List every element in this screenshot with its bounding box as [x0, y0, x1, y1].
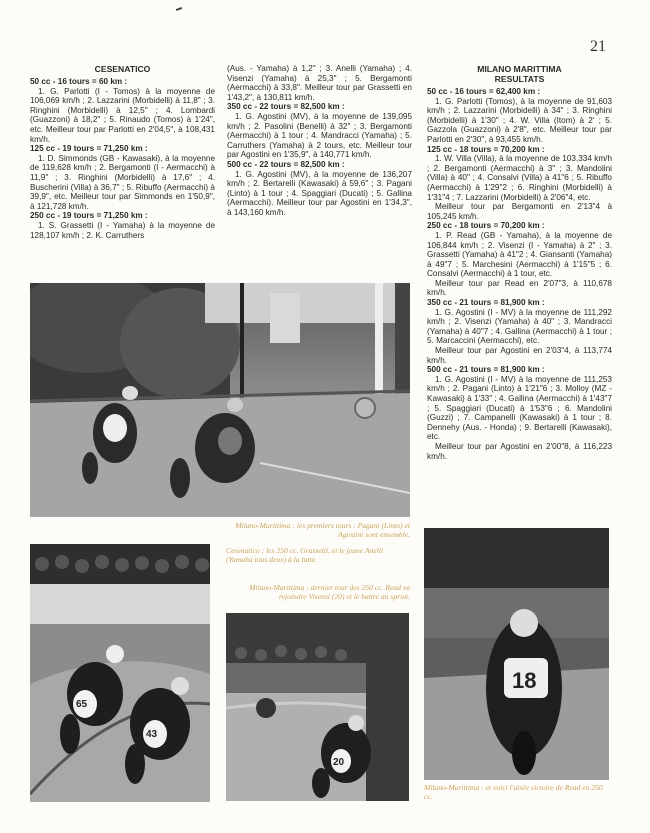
- results-text: (Aus. - Yamaha) à 1,2" ; 3. Anelli (Yamaha) ; 4. Visenzi (Yamaha) à 25,3" ; 5. Bergamonti (Aermacchi) à 33,8". Meilleur tour par Grassetti en 1'43,2", à 130,811 km/h.: [227, 64, 412, 102]
- column-cesenatico-left: [30, 64, 215, 240]
- results-text: 1. G. Parlotti (Tomos), à la moyenne de 91,603 km/h ; 2. Lazzarini (Morbidelli) à 34" ; 3. Ringhini (Morbidelli) à 1'30" ; 4. W. Villa (Itom) à 2' ; 5. Gazzola (Guazzoni) à 2'8", etc. Meilleur tour par Parlotti en 2'30", à 93,455 km/h.: [427, 96, 612, 144]
- print-mark: [176, 7, 182, 11]
- results-text: 1. G. Agostini (I - MV) à la moyenne de 111,253 km/h ; 2. Pagani (Linto) à 1'21"6 ; 3. Molloy (MZ - Kawasaki) à 1'33" ; 4. Gallina (Aermacchi) à 1'43"7 ; 5. Spaggiari (Ducati) à 1'53"6 ; 6. Mandolini (Guzzi) ; 7. Campanelli (Kawasaki) à 1 tour ; 8. Dennehy (Aus. - Honda) ; 9. Bertarelli (Kawasaki), etc.: [427, 374, 612, 442]
- results-text: 1. G. Agostini (MV), à la moyenne de 139,095 km/h ; 2. Pasolini (Benelli) à 32" ; 3. Bergamonti (Aermacchi) à 1 tour ; 4. Mandracci (Yamaha) ; 5. Carruthers (Yamaha) à 2 tours, etc. Meilleur tour par Agostini en 1'35,9", à 140,771 km/h.: [227, 111, 412, 160]
- class-heading: 250 cc - 18 tours = 70,200 km :: [427, 221, 545, 231]
- class-heading: 125 cc - 18 tours = 70,200 km :: [427, 144, 545, 154]
- class-heading: 500 cc - 21 tours = 81,900 km :: [427, 365, 545, 375]
- class-heading: 350 cc - 21 tours = 81,900 km :: [427, 298, 545, 308]
- results-text: 1. D. Simmonds (GB - Kawasaki), à la moyenne de 119,628 km/h ; 2. Bergamonti (I - Aermacchi) à 11,9" ; 3. Ringhini (Morbidelli) à 17,6" ; 4. Buscherini (Villa) à 36,7" ; 5. Ribuffo (Aermacchi) à 39,9", etc. Meilleur tour par Simmonds en 1'50,9", à 121,728 km/h.: [30, 153, 215, 211]
- section-subheading-resultats: RESULTATS: [494, 74, 545, 84]
- race-number: 20: [333, 757, 345, 768]
- class-heading: 50 cc - 16 tours = 62,400 km :: [427, 87, 541, 96]
- best-lap-text: Meilleur tour par Bergamonti en 2'13"4 à 105,245 km/h.: [427, 202, 612, 221]
- race-number: 18: [512, 668, 537, 693]
- caption-read-victory: Milano-Marittima : et voici l'aisée victoire de Read en 250 cc.: [424, 783, 603, 801]
- results-text: 1. W. Villa (Villa), à la moyenne de 103,334 km/h ; 2. Bergamonti (Aermacchi) à 3" ; 3. Mandolini (Villa) à 40" ; 4. Consalvi (Villa) à 41"6 ; 5. Ribuffo (Aermacchi) à 1'29"2 ; 6. Ringhini (Morbidelli) à 1'31"4 ; 7. Lazzarini (Morbidelli) à 2'06"4, etc.: [427, 154, 612, 202]
- class-heading: 250 cc - 19 tours = 71,250 km :: [30, 211, 148, 221]
- class-heading: 50 cc - 16 tours = 60 km :: [30, 77, 128, 86]
- photo-milano-250cc-last-lap: [226, 613, 409, 801]
- caption-pagani-agostini: Milano-Marittima : les premiers tours : Pagani (Linto) et Agostini sont ensemble.: [235, 521, 410, 539]
- results-text: 1. G. Parlotti (I - Tomos) à la moyenne de 106,069 km/h ; 2. Lazzarini (Morbidelli) à 11,8" ; 3. Ringhini (Morbidelli) à 12,5" ; 4. Lombardi (Guazzoni) à 18,2" ; 5. Rinaudo (Tomos) à 1'24", etc. Meilleur tour par Parlotti en 2'04,5", à 108,431 km/h.: [30, 86, 215, 144]
- column-cesenatico-right: [227, 64, 412, 218]
- class-heading: 125 cc - 19 tours = 71,250 km :: [30, 144, 148, 154]
- best-lap-text: Meilleur tour par Read en 2'07"3, à 110,678 km/h.: [427, 278, 612, 298]
- results-text: 1. P. Read (GB - Yamaha), à la moyenne de 106,844 km/h ; 2. Visenzi (I - Yamaha) à 2" ; 3. Grassetti (Yamaha) à 41"2 ; 4. Giansanti (Yamaha) à 49"7 ; 5. Marchesini (Aermacchi) à 1'15"5 ; 6. Consalvi (Aermacchi) à 1 tour, etc.: [427, 230, 612, 279]
- best-lap-text: Meilleur tour par Agostini en 2'00"8, à 116,223 km/h.: [427, 441, 612, 461]
- results-text: 1. G. Agostini (MV), à la moyenne de 136,207 km/h ; 2. Bertarelli (Kawasaki) à 59,6" ; 3. Pagani (Linto) à 1 tour ; 4. Spaggiari (Ducati) ; 5. Gallina (Aermacchi). Meilleur tour par Agostini en 1'34,3", à 143,160 km/h.: [227, 169, 412, 217]
- race-number: 43: [146, 729, 158, 740]
- results-text: 1. G. Agostini (I - MV) à la moyenne de 111,292 km/h ; 2. Visenzi (Yamaha) à 40" ; 3. Mandracci (Yamaha) à 40"7 ; 4. Gallina (Aermacchi) à 1 tour ; 5. Marcaccini (Aermacchi), etc.: [427, 307, 612, 346]
- caption-read-visenzi: Milano-Marittima : dernier tour des 250 cc. Read va rejoindre Visenzi (20) et le battre au sprint.: [249, 583, 410, 601]
- photo-cesenatico-250cc: [30, 544, 210, 802]
- race-number: 65: [76, 699, 88, 710]
- section-heading-milano-marittima: MILANO MARITTIMA: [477, 64, 562, 74]
- photo-street-race-pagani-agostini: [30, 283, 410, 517]
- class-heading: 500 cc - 22 tours = 82,500 km :: [227, 159, 345, 169]
- section-heading-cesenatico: CESENATICO: [94, 64, 151, 74]
- caption-cesenatico-250cc: Cesenatico : les 250 cc. Grassetti, et le jeune Anelli (Yamaha tous deux) à la lutte.: [226, 546, 383, 564]
- column-milano-marittima: [427, 64, 612, 461]
- results-text: 1. S. Grassetti (I - Yamaha) à la moyenne de 128,107 km/h ; 2. K. Carruthers: [30, 220, 215, 240]
- class-heading: 350 cc - 22 tours = 82,500 km :: [227, 102, 345, 112]
- page-number: 21: [590, 38, 606, 55]
- best-lap-text: Meilleur tour par Agostini en 2'03"4, à 113,774 km/h.: [427, 346, 612, 365]
- photo-read-victory: [424, 528, 609, 780]
